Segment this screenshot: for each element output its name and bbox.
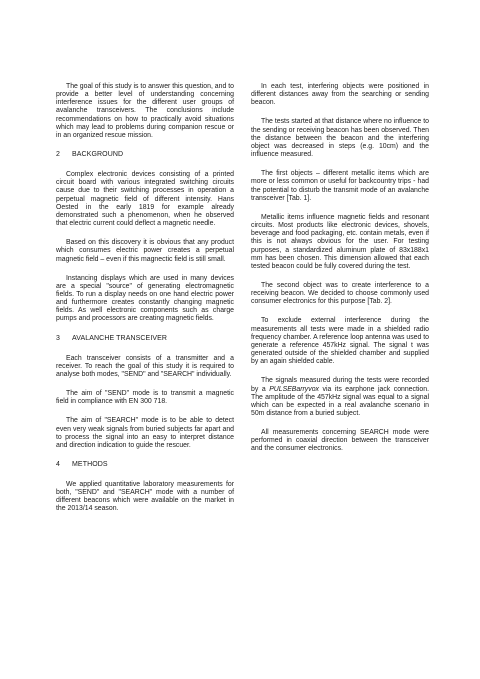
section-number: 2 [56, 151, 60, 159]
section-heading-methods [56, 461, 234, 469]
paragraph-signal-recording [251, 377, 429, 418]
left-column [56, 83, 234, 525]
section-number: 3 [56, 334, 60, 342]
paragraph-background-3: Instancing displays which are used in many devices are a special "source" of generating electromagnetic fields. To run a display needs on one hand electric power and furthermore creates constantly changing magnetic fields. As well electronic components such as charge pumps and processors are creating magnetic fields. [56, 274, 234, 323]
paragraph-avalanche-3: The aim of "SEARCH" mode is to be able to detect even very weak signals from buried subjects far apart and to process the signal into an easy to interpret distance and direction indication to guide the rescuer. [56, 417, 234, 449]
paragraph-goal: The goal of this study is to answer this question, and to provide a better level of understanding concerning interference issues for the different user groups of avalanche transceivers. The conclusions include recommendations on how to practically avoid situations which may lead to problems during companion rescue or in an organized rescue mission. [56, 83, 234, 139]
paragraph-shielded-chamber: To exclude external interference during the measurements all tests were made in a shielded radio frequency chamber. A reference loop antenna was used to generate a reference 457kHz signal. The signal t was generated outside of the shielded chamber and supplied by an again shielded cable. [251, 317, 429, 366]
paragraph-background-1: Complex electronic devices consisting of a printed circuit board with various integrated switching circuits cause due to their switching processes in operation a perpetual magnetic field of different intensity. Hans Oested in the early 1819 for example already demonstrated such a phenomenon, when he observed that electric current could deflect a magnetic needle. [56, 171, 234, 228]
paragraph-metallic-items: Metallic items influence magnetic fields and resonant circuits. Most products like electronic devices, shovels, beverage and food packaging, etc. contain metals, even if this is not always obvious for the user. For testing purposes, a standardized aluminum plate of 83x188x1 mm has been chosen. This dimension allowed that each tested beacon could be fully covered during the test. [251, 213, 429, 270]
paragraph-background-2: Based on this discovery it is obvious that any product which consumes electric power creates a perpetual magnetic field – even if this magnectic field is still small. [56, 239, 234, 263]
device-name: PULSEBarryvox [269, 385, 319, 393]
text-span: The signals measured during the tests were recorded by a [251, 377, 429, 393]
paragraph-avalanche-1: Each transceiver consists of a transmitter and a receiver. To reach the goal of this study it is required to analyse both modes, "SEND" and "SEARCH" individually. [56, 354, 234, 378]
text-span: via its earphone jack connection. The amplitude of the 457kHz signal was equal to a signal which can be expected in a real avalanche scenario in 50m distance from a buried subject. [251, 385, 429, 417]
section-title: METHODS [72, 461, 108, 468]
paragraph-first-objects: The first objects – different metallic items which are more or less common or useful for backcountry trips - had the potential to disturb the transmit mode of an avalanche transceiver [Tab. 1]. [251, 170, 429, 202]
paragraph-methods-1: We applied quantitative laboratory measurements for both, "SEND" and "SEARCH" mode with a number of different beacons which were available on the market in the 2013/14 season. [56, 481, 234, 513]
paragraph-search-mode: All measurements concerning SEARCH mode were performed in coaxial direction between the transceiver and the consumer electronics. [251, 429, 429, 453]
section-heading-avalanche-transceiver [56, 335, 234, 343]
section-title: AVALANCHE TRANSCEIVER [72, 334, 168, 342]
right-column [251, 83, 429, 465]
paragraph-second-object: The second object was to create interference to a receiving beacon. We decided to choose commonly used consumer electronics for this purpose [Tab. 2]. [251, 281, 429, 306]
paragraph-interfering-objects: In each test, interfering objects were positioned in different distances away from the searching or sending beacon. [251, 83, 429, 107]
paragraph-avalanche-2: The aim of "SEND" mode is to transmit a magnetic field in compliance with EN 300 718. [56, 390, 234, 406]
section-title: BACKGROUND [72, 151, 124, 159]
section-heading-background [56, 151, 234, 159]
section-number: 4 [56, 461, 60, 468]
paragraph-test-distance: The tests started at that distance where no influence to the sending or receiving beacon has been observed. Then the distance between the beacon and the interfering object was decreased in steps (e.g. 10cm) and the influence measured. [251, 118, 429, 159]
